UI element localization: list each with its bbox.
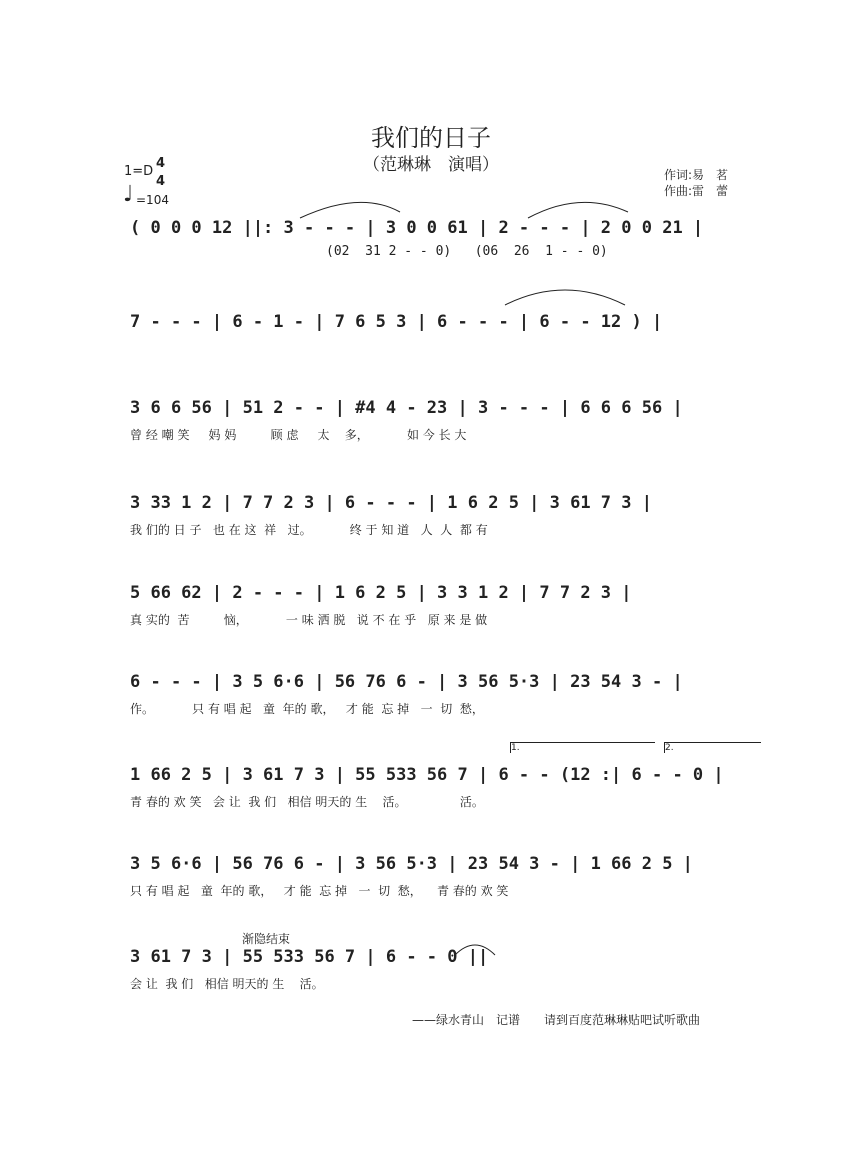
- notation-line: 3 5 6·6 | 56 76 6 - | 3 56 5·3 | 23 54 3 - | 1 66 2 5 |: [130, 854, 693, 874]
- fade-out-marking: 渐隐结束: [242, 932, 291, 946]
- lyrics-line: 作。 只 有 唱 起 童 年的 歌， 才 能 忘 掉 一 切 愁，: [130, 702, 484, 716]
- score-row: [126, 947, 766, 1007]
- lyricist-credit: 作词:易 茗: [664, 168, 729, 182]
- score-row: [126, 218, 766, 278]
- performer-subtitle: （范琳琳 演唱）: [363, 155, 499, 175]
- song-title: 我们的日子: [371, 124, 491, 152]
- notation-line: 6 - - - | 3 5 6·6 | 56 76 6 - | 3 56 5·3 | 23 54 3 - |: [130, 672, 683, 692]
- footer-note: ——绿水青山 记谱 请到百度范琳琳贴吧试听歌曲: [412, 1013, 701, 1027]
- time-signature-top: 4: [156, 156, 166, 171]
- lyrics-line: 曾 经 嘲 笑 妈 妈 顾 虑 太 多， 如 今 长 大: [130, 428, 467, 442]
- lyrics-line: 我 们的 日 子 也 在 这 祥 过。 终 于 知 道 人 人 都 有: [130, 523, 488, 537]
- notation-line: 1 66 2 5 | 3 61 7 3 | 55 533 56 7 | 6 - - (12 :| 6 - - 0 |: [130, 765, 724, 785]
- time-signature-bottom: 4: [156, 174, 166, 189]
- volta-first: 1.: [510, 742, 655, 753]
- volta-second: 2.: [664, 742, 761, 753]
- notation-line: 7 - - - | 6 - 1 - | 7 6 5 3 | 6 - - - | 6 - - 12 ) |: [130, 312, 663, 332]
- tempo-mark: =104: [136, 193, 169, 207]
- score-row: [126, 312, 766, 372]
- notation-line: 5 66 62 | 2 - - - | 1 6 2 5 | 3 3 1 2 | 7 7 2 3 |: [130, 583, 632, 603]
- notation-line: 3 61 7 3 | 55 533 56 7 | 6 - - 0 ||: [130, 947, 489, 967]
- score-row: [126, 398, 766, 458]
- score-row: [126, 583, 766, 643]
- score-row: [126, 493, 766, 553]
- notation-line: 3 33 1 2 | 7 7 2 3 | 6 - - - | 1 6 2 5 | 3 61 7 3 |: [130, 493, 652, 513]
- lyrics-line: 真 实的 苦 恼， 一 味 洒 脱 说 不 在 乎 原 来 是 做: [130, 613, 488, 627]
- quarter-note-icon: ♩: [123, 182, 134, 207]
- composer-credit: 作曲:雷 蕾: [664, 184, 729, 198]
- score-row: [126, 765, 766, 825]
- lyrics-line: 青 春的 欢 笑 会 让 我 们 相信 明天的 生 活。 活。: [130, 795, 484, 809]
- lyrics-line: 只 有 唱 起 童 年的 歌， 才 能 忘 掉 一 切 愁， 青 春的 欢 笑: [130, 884, 509, 898]
- accompaniment-line: (02 31 2 - - 0) (06 26 1 - - 0): [326, 244, 608, 259]
- score-row: [126, 854, 766, 914]
- score-row: [126, 672, 766, 732]
- notation-line: ( 0 0 0 12 ||: 3 - - - | 3 0 0 61 | 2 - - - | 2 0 0 21 |: [130, 218, 704, 238]
- key-signature: 1=D: [124, 164, 154, 179]
- lyrics-line: 会 让 我 们 相信 明天的 生 活。: [130, 977, 324, 991]
- notation-line: 3 6 6 56 | 51 2 - - | #4 4 - 23 | 3 - - - | 6 6 6 56 |: [130, 398, 683, 418]
